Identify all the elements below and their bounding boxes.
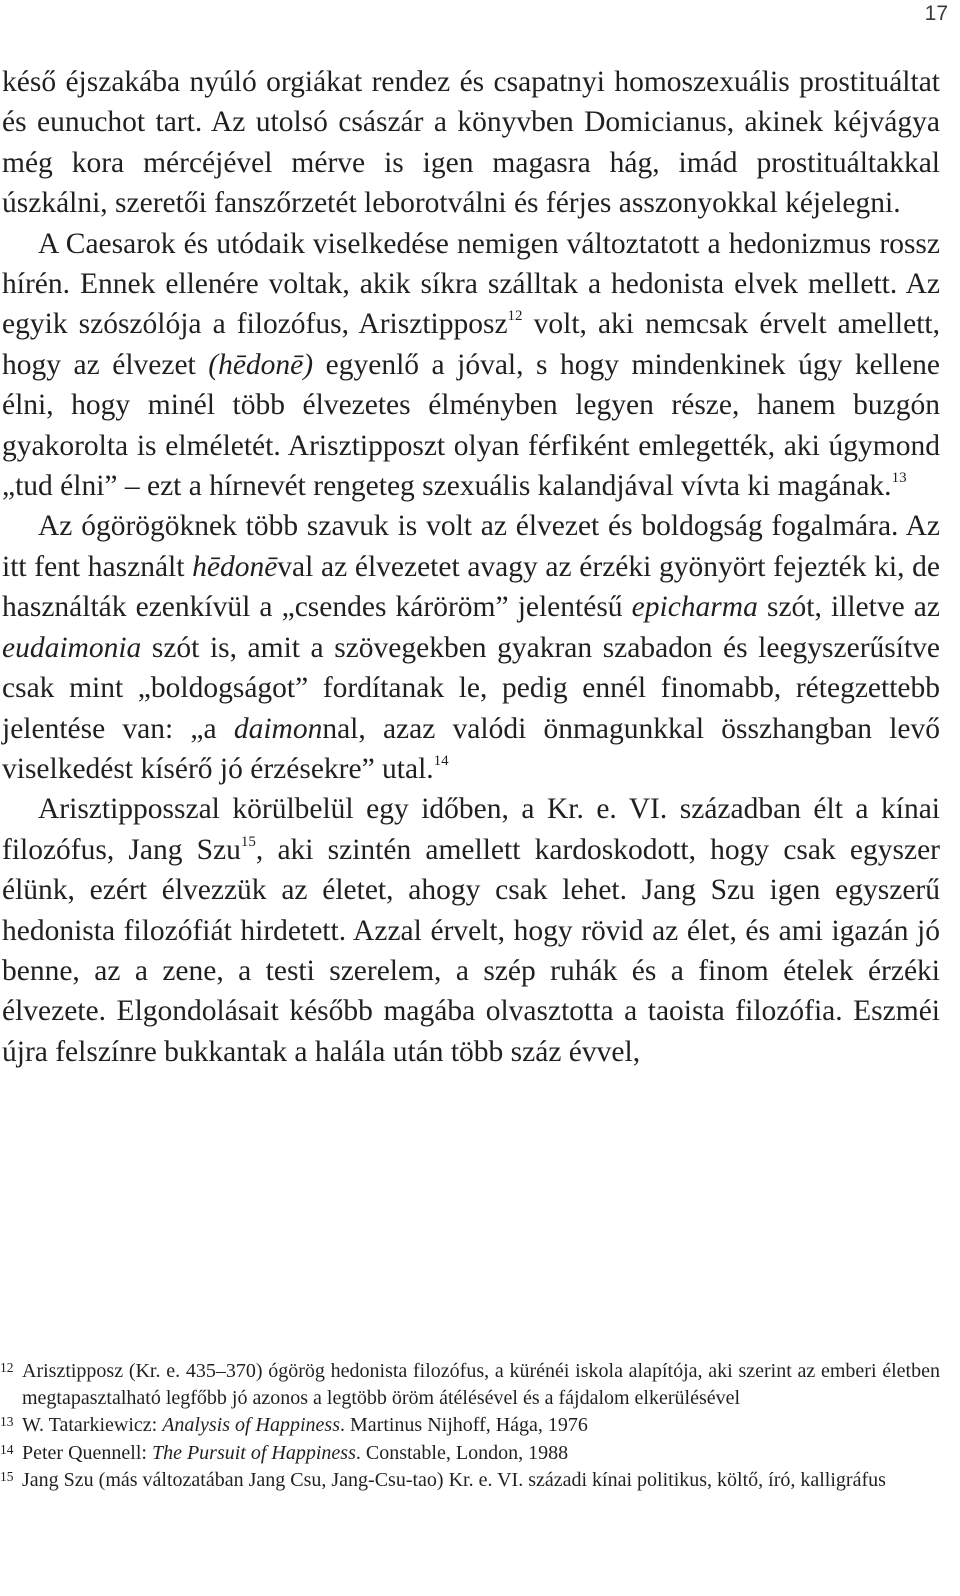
- footnote-reference: 12: [507, 308, 523, 325]
- paragraph: [2, 62, 940, 224]
- text-run: A Caesarok és utódaik viselkedése nemigen változtatott a hedonizmus rossz hírén. Ennek ellenére voltak, akik síkra szálltak a hedonista elvek mellett. Az egyik szószólója a filozófus, Arisztipposz: [2, 227, 940, 341]
- text-run: . Constable, London, 1988: [355, 1441, 569, 1464]
- footnote-reference: 13: [891, 470, 907, 487]
- text-run: szót is, amit a szövegekben gyakran szabadon és leegyszerűsítve csak mint „boldogságot” fordítanak le, pedig ennél finomabb, rétegzettebb jelentése van: „a: [2, 631, 940, 745]
- footnote-number: 12: [0, 1360, 14, 1375]
- text-run: . Martinus Nijhoff, Hága, 1976: [340, 1414, 588, 1437]
- italic-text: Analysis of Happiness: [162, 1414, 340, 1437]
- footnote-number: 14: [0, 1441, 14, 1457]
- text-run: nal, azaz valódi önmagunkkal összhangban levő viselkedést kísérő jó érzésekre” utal.: [2, 712, 941, 785]
- text-run: egyenlő a jóval, s hogy mindenkinek úgy kellene élni, hogy minél több élvezetes élményben legyen része, hanem buzgón gyakorolta is elméletét. Arisztipposzt olyan férfiként emlegették, aki úgymond „tud élni” – ezt a hírnevét rengeteg szexuális kalandjával vívta ki magának.: [2, 348, 941, 503]
- paragraph: [2, 506, 940, 789]
- text-run: Az ógörögöknek több szavuk is volt az élvezet és boldogság fogalmára. Az itt fent használt: [2, 510, 940, 583]
- footnote: [0, 1412, 940, 1439]
- footnote-reference: 14: [433, 752, 449, 769]
- italic-text: hēdonē: [192, 550, 278, 583]
- paragraph: [2, 224, 940, 507]
- text-run: késő éjszakába nyúló orgiákat rendez és csapatnyi homoszexuális prostituáltat és eunuchot tart. Az utolsó császár a könyvben Domicianus, akinek kéjvágya még kora mércéjével mérve is igen magasra hág, imád prostituáltakkal úszkálni, szeretői fanszőrzetét leborotválni és férjes asszonyokkal kéjelegni.: [2, 66, 940, 220]
- text-run: szót, illetve az: [757, 591, 940, 624]
- italic-text: eudaimonia: [2, 631, 142, 664]
- footnote: [0, 1440, 940, 1467]
- text-run: , aki szintén amellett kardoskodott, hogy csak egyszer élünk, ezért élvezzük az életet, ahogy csak lehet. Jang Szu igen egyszerű hedonista filozófiát hirdetett. Azzal érvelt, hogy rövid az élet, és ami igazán jó benne, az a zene, a testi szerelem, a szép ruhák és a finom ételek érzéki élvezete. Elgondolásait később magába olvasztotta a taoista filozófia. Eszméi újra felszínre bukkantak a halála után több száz évvel,: [2, 833, 940, 1068]
- footnote-number: 13: [0, 1414, 14, 1430]
- footnotes: [0, 1358, 940, 1494]
- text-run: volt, aki nemcsak érvelt amellett, hogy az élvezet: [2, 308, 940, 381]
- footnote: [0, 1358, 940, 1412]
- text-run: W. Tatarkiewicz:: [22, 1414, 163, 1437]
- body-text: [2, 62, 940, 1072]
- italic-text: epicharma: [631, 591, 758, 624]
- text-run: Arisztipposszal körülbelül egy időben, a Kr. e. VI. században élt a kínai filozófus, Jang Szu: [2, 793, 940, 866]
- footnote: [0, 1467, 940, 1494]
- italic-text: (hēdonē): [208, 348, 314, 381]
- footnote-reference: 15: [240, 833, 256, 850]
- page-number: 17: [924, 2, 948, 25]
- italic-text: The Pursuit of Happiness: [151, 1441, 356, 1464]
- text-run: Arisztipposz (Kr. e. 435–370) ógörög hedonista filozófus, a kürénéi iskola alapítója, aki szerint az emberi életben megtapasztalható legfőbb jó azonos a legtöbb öröm átélésével és a fájdalom elkerülésével: [22, 1360, 940, 1410]
- text-run: Jang Szu (más változatában Jang Csu, Jang-Csu-tao) Kr. e. VI. századi kínai politikus, költő, író, kalligráfus: [22, 1468, 886, 1491]
- footnote-number: 15: [0, 1468, 14, 1484]
- text-run: val az élvezetet avagy az érzéki gyönyört fejezték ki, de használták ezenkívül a „csendes káröröm” jelentésű: [2, 550, 941, 624]
- italic-text: daimon: [233, 712, 323, 745]
- text-run: Peter Quennell:: [22, 1441, 152, 1464]
- paragraph: [2, 789, 940, 1072]
